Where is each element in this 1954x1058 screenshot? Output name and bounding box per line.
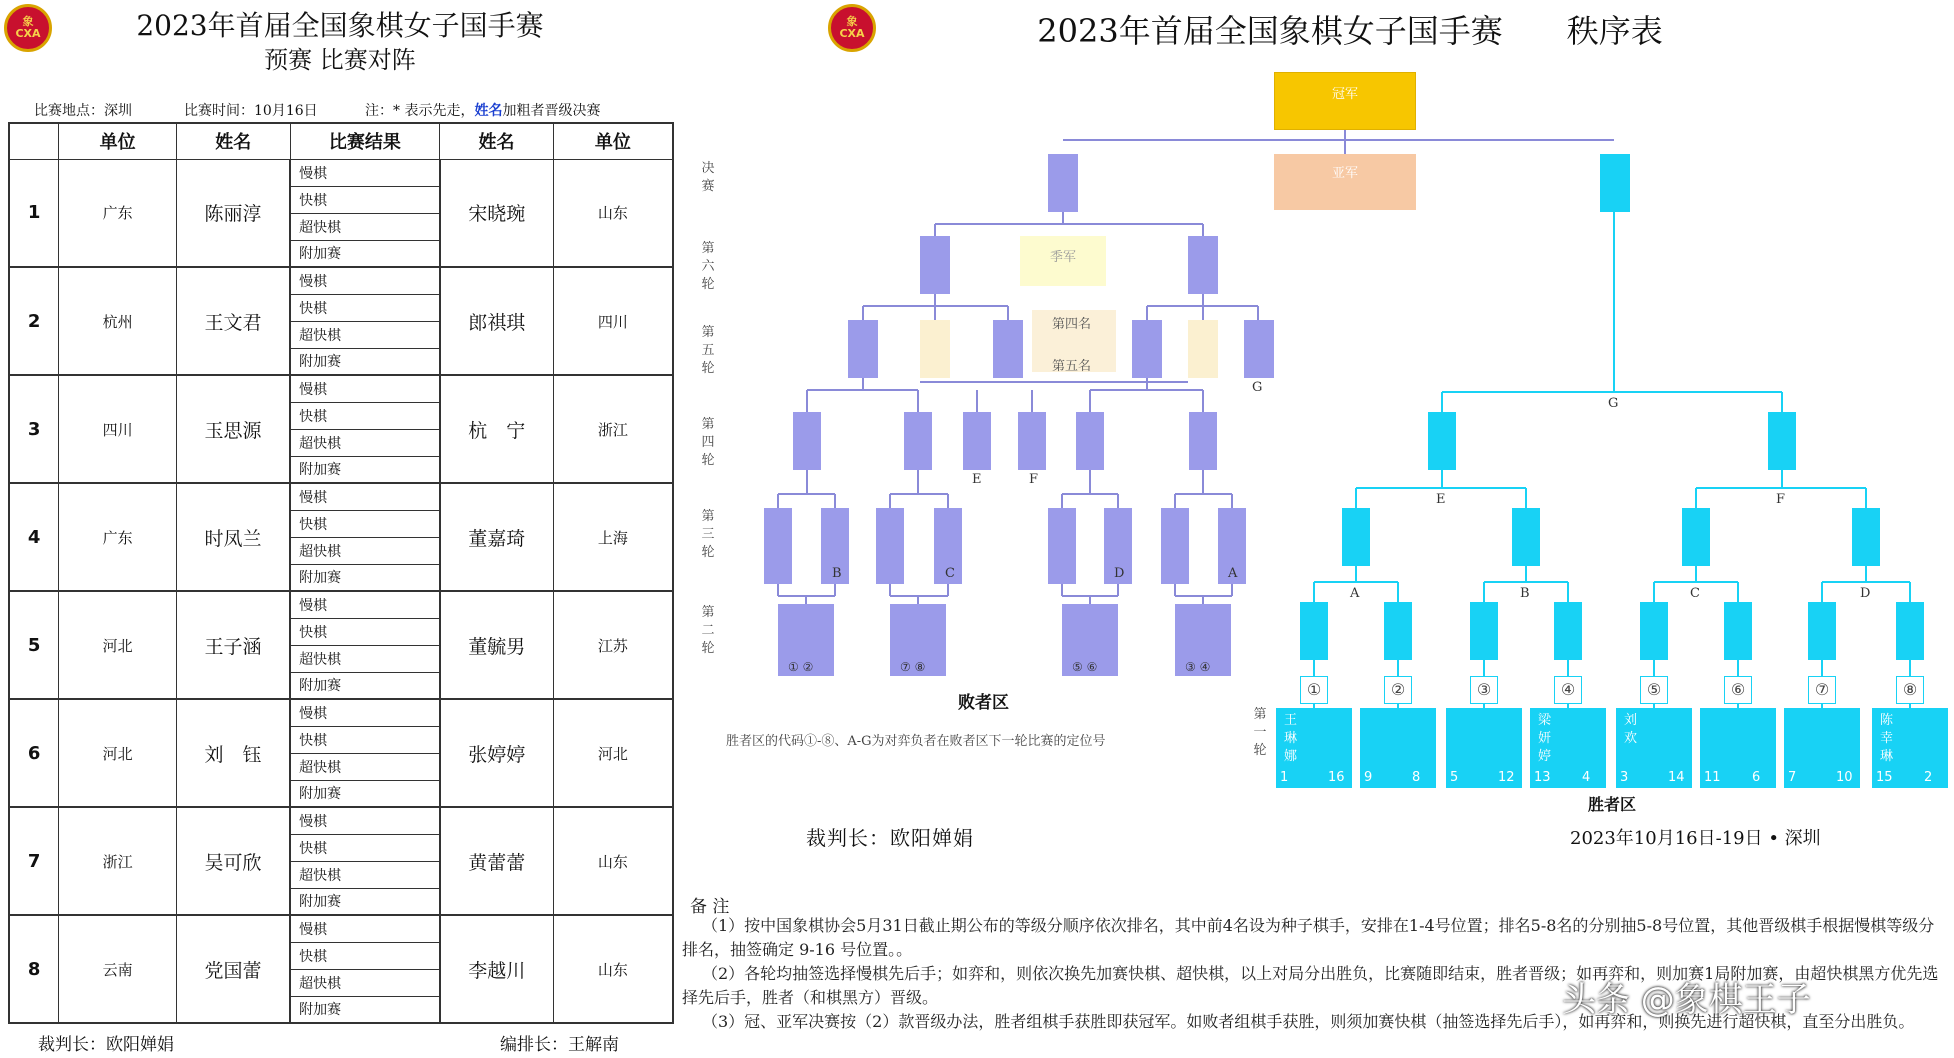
player-name: 王文君 <box>176 267 290 375</box>
letter-label: E <box>1436 492 1446 507</box>
bracket-slot-r3 <box>1161 508 1189 584</box>
result-type: 快棋 <box>290 834 440 861</box>
unit-cell: 云南 <box>59 915 177 1023</box>
result-type: 超快棋 <box>290 753 440 780</box>
bracket-slot-r6 <box>920 236 950 294</box>
bracket-slot-w2 <box>1300 602 1328 660</box>
code-note: 胜者区的代码①-⑧、A-G为对弈负者在败者区下一轮比赛的定位号 <box>726 734 1106 749</box>
seed-circle-box: ① <box>1300 676 1328 704</box>
result-type: 快棋 <box>290 510 440 537</box>
result-type: 超快棋 <box>290 537 440 564</box>
seed-number: 1 <box>1280 770 1289 785</box>
bracket-slot-r5 <box>1244 320 1274 378</box>
bracket-slot-w4 <box>1768 412 1796 470</box>
unit-cell: 杭州 <box>59 267 177 375</box>
unit-cell: 江苏 <box>553 591 673 699</box>
cxa-logo-right: 象 CXA <box>828 4 876 52</box>
header-name-1: 姓名 <box>176 123 290 159</box>
seed-number: 3 <box>1620 770 1629 785</box>
result-type: 附加赛 <box>290 456 440 483</box>
bracket-slot-w3 <box>1512 508 1540 566</box>
note-1: （1）按中国象棋协会5月31日截止期公布的等级分顺序依次排名，其中前4名设为种子棋手，安排在1-4号位置；排名5-8名的分别抽5-8号位置，其他晋级棋手根据慢棋等级分排名，抽签确定 9-16 号位置。。 <box>682 916 1935 959</box>
seed-number: 9 <box>1364 770 1373 785</box>
round-label: 第四轮 <box>701 417 715 468</box>
result-type: 附加赛 <box>290 888 440 915</box>
letter-label: G <box>1252 380 1263 395</box>
loser-pair-label: ⑦ ⑧ <box>900 660 926 674</box>
result-type: 超快棋 <box>290 213 440 240</box>
letter-label: D <box>1860 586 1871 601</box>
bracket-slot-r5 <box>848 320 878 378</box>
venue: 比赛地点：深圳 <box>34 103 132 119</box>
result-type: 慢棋 <box>290 807 440 834</box>
player-name: 杭 宁 <box>440 375 554 483</box>
unit-cell: 河北 <box>59 699 177 807</box>
result-type: 附加赛 <box>290 348 440 375</box>
letter-label: B <box>1520 586 1530 601</box>
result-type: 附加赛 <box>290 996 440 1023</box>
unit-cell: 浙江 <box>59 807 177 915</box>
seed-number: 7 <box>1788 770 1797 785</box>
letter-label: G <box>1608 396 1619 411</box>
unit-cell: 广东 <box>59 483 177 591</box>
bracket-slot-w3 <box>1342 508 1370 566</box>
left-title: 2023年首届全国象棋女子国手赛 <box>136 9 544 42</box>
fourth-place-label: 第四名 <box>1052 317 1092 332</box>
result-type: 慢棋 <box>290 915 440 942</box>
loser-zone-label: 败者区 <box>958 693 1009 713</box>
note-line: 注：* 表示先走，姓名加粗者晋级决赛 <box>365 103 601 119</box>
bracket-slot-r3 <box>876 508 904 584</box>
seed-player-name: 梁妍婷 <box>1538 713 1552 764</box>
player-name: 陈丽淳 <box>176 159 290 267</box>
bracket-slot-r4 <box>793 412 821 470</box>
result-type: 超快棋 <box>290 321 440 348</box>
right-title: 2023年首届全国象棋女子国手赛 秩序表 <box>1037 12 1663 50</box>
seed-circle-box: ⑤ <box>1640 676 1668 704</box>
letter-label: B <box>832 566 842 581</box>
bracket-slot-w2 <box>1896 602 1924 660</box>
letter-label: E <box>972 472 982 487</box>
letter-label: A <box>1228 566 1238 581</box>
bracket-slot-w2 <box>1808 602 1836 660</box>
unit-cell: 四川 <box>553 267 673 375</box>
round-label: 第三轮 <box>701 509 715 560</box>
unit-cell: 山东 <box>553 159 673 267</box>
result-type: 慢棋 <box>290 699 440 726</box>
loser-pair-label: ⑤ ⑥ <box>1072 660 1098 674</box>
match-number: 6 <box>9 699 59 807</box>
seed-circle-box: ③ <box>1470 676 1498 704</box>
header-unit-1: 单位 <box>59 123 177 159</box>
seed-number: 4 <box>1582 770 1591 785</box>
seed-circle-box: ④ <box>1554 676 1582 704</box>
seed-circle-box: ⑥ <box>1724 676 1752 704</box>
bracket-slot-r4 <box>1076 412 1104 470</box>
date-place: 2023年10月16日-19日 • 深圳 <box>1570 828 1821 849</box>
seed-circle-box: ② <box>1384 676 1412 704</box>
fifth-place-label: 第五名 <box>1052 359 1092 374</box>
result-type: 慢棋 <box>290 159 440 186</box>
match-number: 2 <box>9 267 59 375</box>
letter-label: C <box>945 566 955 581</box>
bracket-slot-r4 <box>904 412 932 470</box>
winner-zone-label: 胜者区 <box>1588 795 1637 814</box>
result-type: 附加赛 <box>290 780 440 807</box>
left-subtitle: 预赛 比赛对阵 <box>264 46 416 74</box>
seed-player-name: 王琳娜 <box>1284 713 1298 764</box>
bracket-slot-r5 <box>993 320 1023 378</box>
result-type: 快棋 <box>290 294 440 321</box>
loser-pair-label: ① ② <box>788 660 814 674</box>
cxa-logo-left: 象 CXA <box>4 4 52 52</box>
bracket-slot-r5 <box>1188 320 1218 378</box>
seed-number: 15 <box>1876 770 1893 785</box>
seed-circle-box: ⑧ <box>1896 676 1924 704</box>
result-type: 慢棋 <box>290 591 440 618</box>
player-name: 党国蕾 <box>176 915 290 1023</box>
bracket-slot-r3 <box>1048 508 1076 584</box>
result-type: 附加赛 <box>290 240 440 267</box>
seed-number: 6 <box>1752 770 1761 785</box>
letter-label: A <box>1350 586 1360 601</box>
bracket-slot-r5 <box>1132 320 1162 378</box>
note-3: （3）冠、亚军决赛按（2）款晋级办法，胜者组棋手获胜即获冠军。如败者组棋手获胜，则须加赛快棋（抽签选择先后手），如再弈和，则换先进行超快棋，直至分出胜负。 <box>702 1012 1915 1031</box>
player-name: 李越川 <box>440 915 554 1023</box>
unit-cell: 山东 <box>553 807 673 915</box>
bracket-slot-w2 <box>1640 602 1668 660</box>
player-name: 董毓男 <box>440 591 554 699</box>
unit-cell: 广东 <box>59 159 177 267</box>
round-label: 第六轮 <box>701 241 715 292</box>
note-2: （2）各轮均抽签选择慢棋先后手；如弈和，则依次换先加赛快棋、超快棋，以上对局分出胜负，比赛随即结束，胜者晋级；如再弈和，则加赛1局附加赛，由超快棋黑方优先选择先后手，胜者（和棋黑方）晋级。 <box>682 964 1939 1007</box>
notes-title: 备 注 <box>690 897 730 917</box>
seed-number: 13 <box>1534 770 1551 785</box>
seed-number: 11 <box>1704 770 1721 785</box>
champion-box: 冠军 <box>1274 72 1416 130</box>
match-number: 1 <box>9 159 59 267</box>
player-name: 刘 钰 <box>176 699 290 807</box>
seed-number: 16 <box>1328 770 1345 785</box>
bracket-slot-r5 <box>920 320 950 378</box>
bracket-slot-w2 <box>1470 602 1498 660</box>
bracket-slot-r6 <box>1188 236 1218 294</box>
player-name: 时凤兰 <box>176 483 290 591</box>
seed-player-name: 陈幸琳 <box>1880 713 1894 764</box>
result-type: 超快棋 <box>290 861 440 888</box>
bracket-slot-r4 <box>1018 412 1046 470</box>
seed-number: 2 <box>1924 770 1933 785</box>
player-name: 宋晓琬 <box>440 159 554 267</box>
left-arranger: 编排长：王解南 <box>500 1035 619 1055</box>
right-referee: 裁判长：欧阳婵娟 <box>806 826 974 850</box>
match-number: 7 <box>9 807 59 915</box>
result-type: 慢棋 <box>290 267 440 294</box>
letter-label: C <box>1690 586 1700 601</box>
letter-label: F <box>1776 492 1786 507</box>
unit-cell: 河北 <box>553 699 673 807</box>
result-type: 超快棋 <box>290 429 440 456</box>
bracket-slot-final-loser <box>1048 154 1078 212</box>
bracket-slot-w3 <box>1852 508 1880 566</box>
bracket-slot-r4 <box>1189 412 1217 470</box>
left-referee: 裁判长：欧阳婵娟 <box>38 1035 174 1055</box>
bracket-slot-w2 <box>1724 602 1752 660</box>
seed-number: 8 <box>1412 770 1421 785</box>
bracket-slot-w4 <box>1428 412 1456 470</box>
result-type: 快棋 <box>290 402 440 429</box>
header-unit-2: 单位 <box>553 123 673 159</box>
result-type: 慢棋 <box>290 375 440 402</box>
seed-number: 10 <box>1836 770 1853 785</box>
unit-cell: 上海 <box>553 483 673 591</box>
seed-number: 14 <box>1668 770 1685 785</box>
seed-number: 12 <box>1498 770 1515 785</box>
round-label: 决赛 <box>701 161 715 194</box>
result-type: 附加赛 <box>290 564 440 591</box>
loser-pair-label: ③ ④ <box>1185 660 1211 674</box>
result-type: 快棋 <box>290 618 440 645</box>
letter-label: D <box>1114 566 1125 581</box>
unit-cell: 浙江 <box>553 375 673 483</box>
result-type: 快棋 <box>290 942 440 969</box>
bracket-slot-w2 <box>1384 602 1412 660</box>
round-label: 第二轮 <box>701 605 715 656</box>
seed-number: 5 <box>1450 770 1459 785</box>
round-label: 第五轮 <box>701 325 715 376</box>
bracket-slot-r4 <box>963 412 991 470</box>
unit-cell: 山东 <box>553 915 673 1023</box>
match-number: 4 <box>9 483 59 591</box>
seed-circle-box: ⑦ <box>1808 676 1836 704</box>
result-type: 慢棋 <box>290 483 440 510</box>
match-number: 3 <box>9 375 59 483</box>
header-name-2: 姓名 <box>440 123 554 159</box>
match-number: 8 <box>9 915 59 1023</box>
header-result: 比赛结果 <box>290 123 440 159</box>
bracket-slot-w2 <box>1554 602 1582 660</box>
player-name: 董嘉琦 <box>440 483 554 591</box>
unit-cell: 河北 <box>59 591 177 699</box>
player-name: 郎祺琪 <box>440 267 554 375</box>
watermark: 头条 @象棋王子 <box>1562 980 1811 1020</box>
round-label-first: 第一轮 <box>1253 707 1267 758</box>
player-name: 张婷婷 <box>440 699 554 807</box>
result-type: 超快棋 <box>290 645 440 672</box>
match-date: 比赛时间：10月16日 <box>184 103 318 119</box>
unit-cell: 四川 <box>59 375 177 483</box>
result-type: 快棋 <box>290 726 440 753</box>
result-type: 快棋 <box>290 186 440 213</box>
bracket-slot-final-winner <box>1600 154 1630 212</box>
player-name: 吴可欣 <box>176 807 290 915</box>
third-place-box: 季军 <box>1020 236 1106 286</box>
bracket-slot-w3 <box>1682 508 1710 566</box>
letter-label: F <box>1029 472 1039 487</box>
player-name: 王子涵 <box>176 591 290 699</box>
match-number: 5 <box>9 591 59 699</box>
result-type: 超快棋 <box>290 969 440 996</box>
runner-up-box: 亚军 <box>1274 154 1416 210</box>
result-type: 附加赛 <box>290 672 440 699</box>
bracket-slot-r3 <box>764 508 792 584</box>
player-name: 玉思源 <box>176 375 290 483</box>
player-name: 黄蕾蕾 <box>440 807 554 915</box>
seed-player-name: 刘欢 <box>1624 713 1638 746</box>
